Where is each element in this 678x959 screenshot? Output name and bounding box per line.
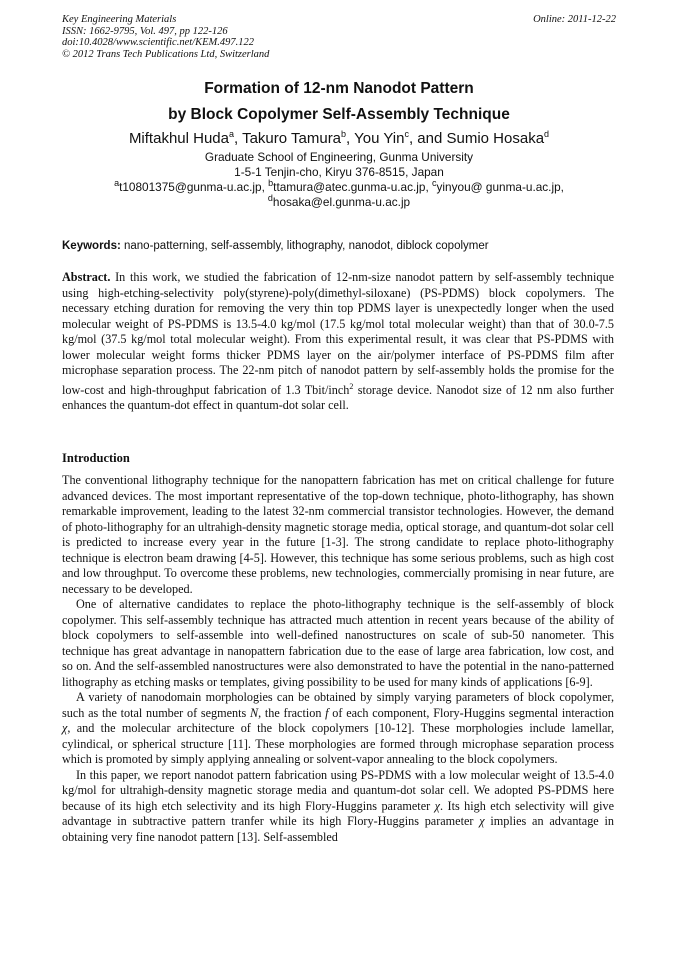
author-separator: , — [234, 130, 243, 147]
email-mark: b — [268, 178, 274, 189]
author-emails-line-1 — [0, 180, 678, 195]
author-affil-mark: c — [404, 129, 409, 139]
affiliation-school: Graduate School of Engineering, Gunma University — [204, 150, 474, 164]
author-affil-mark: b — [341, 129, 347, 139]
introduction-body — [62, 473, 614, 845]
abstract — [62, 270, 614, 414]
author-separator: , — [346, 130, 355, 147]
intro-paragraph-1: The conventional lithography technique for the nanopattern fabrication has met on critical challenge for future advanced devices. The most important representative of the top-down technique, photo-lithography, has shown remarkable improvement, leading to the latest 32-nm commercial transistor technologies. However, the demand of photo-lithography for an ultrahigh-density magnetic storage media, optical storage, and quantum-dot solar cell is predicted to increase every year in the future [1-3]. The strong candidate to replace photo-lithography technique is electron beam drawing [4-5]. However, this technique has some serious problems, such as high cost and low throughput. To overcome these problems, new technologies, commercially promising in near future, are necessary to be developed. — [62, 473, 615, 596]
intro-paragraph-3 — [62, 690, 614, 768]
paper-title-line-1: Formation of 12-nm Nanodot Pattern — [204, 80, 474, 97]
online-date: Online: 2011-12-22 — [533, 14, 616, 25]
symbol-chi: χ — [479, 814, 485, 828]
issn-line: ISSN: 1662-9795, Vol. 497, pp 122-126 — [62, 25, 228, 37]
text-run: , and the molecular architecture of the block copolymers [10-12]. These morphologies include lamellar, cylindical, or spherical structure [11]. These morphologies are formed through microphase separation process which is promoted by simply applying annealing or solvent-vapor annealing to the block copolymers. — [62, 721, 614, 766]
keywords-label: Keywords: — [62, 240, 121, 252]
text-run: implies an advantage in obtaining very fine nanodot pattern [13]. Self-assembled — [62, 814, 614, 844]
affiliation-address: 1-5-1 Tenjin-cho, Kiryu 376-8515, Japan — [234, 165, 444, 179]
symbol-chi: χ — [62, 721, 68, 735]
keywords-text: nano-patterning, self-assembly, lithography, nanodot, diblock copolymer — [120, 240, 489, 252]
email-link[interactable]: t10801375@gunma-u.ac.jp, — [119, 180, 269, 194]
text-run: A variety of nanodomain morphologies can be obtained by simply varying parameters of block copolymer, such as the total number of segments — [62, 690, 614, 720]
copyright-line: © 2012 Trans Tech Publications Ltd, Switzerland — [62, 48, 270, 60]
email-link[interactable]: yinyou@ gunma-u.ac.jp, — [436, 180, 564, 194]
email-link[interactable]: hosaka@el.gunma-u.ac.jp — [272, 195, 411, 209]
symbol-n: N — [249, 705, 259, 720]
author-name: Miftakhul Huda — [128, 130, 229, 147]
journal-name: Key Engineering Materials — [62, 14, 177, 25]
section-heading-introduction: Introduction — [62, 451, 130, 465]
email-link[interactable]: ttamura@atec.gunma-u.ac.jp, — [273, 180, 433, 194]
author-affil-mark: a — [229, 129, 235, 139]
abstract-text: In this work, we studied the fabrication of 12-nm-size nanodot pattern by self-assembly technique using high-etching-selectivity poly(styrene)-poly(dimethyl-siloxane) (PS-PDMS) block copolymers. The necessary etching duration for removing the very thin top PDMS layer is unexpectedly longer when the used molecular weight of PS-PDMS is 13.5-4.0 kg/mol (17.5 kg/mol total molecular weight) than that of 30.0-7.5 kg/mol (37.5 kg/mol total molecular weight). From this experimental result, it was clear that PS-PDMS with lower molecular weight forms thicker PDMS layer on the air/polymer interface of PS-PDMS film after microphase separation process. The 22-nm pitch of nanodot pattern by self-assembly holds the promise for the low-cost and high-throughput fabrication of 1.3 Tbit/inch — [62, 270, 614, 397]
text-run: In this paper, we report nanodot pattern fabrication using PS-PDMS with a low molecular weight of 13.5-4.0 kg/mol for ultrahigh-density magnetic storage media and quantum-dot solar cell. We adopted PS-PDMS here because of its high etch selectivity and its high Flory-Huggins parameter — [62, 767, 614, 813]
keywords — [62, 240, 616, 252]
author-name: You Yin — [354, 130, 405, 147]
doi-line: doi:10.4028/www.scientific.net/KEM.497.122 — [62, 37, 254, 48]
author-list — [0, 130, 678, 147]
symbol-chi: χ — [434, 798, 440, 813]
author-affil-mark: d — [544, 129, 550, 139]
email-mark: d — [267, 193, 273, 204]
text-run: . Its high etch selectivity will give advantage in subtractive pattern tranfer while its high Flory-Huggins parameter — [62, 798, 614, 828]
symbol-f: f — [325, 705, 329, 720]
text-run: , the fraction — [258, 705, 326, 720]
author-name: Sumio Hosaka — [446, 130, 545, 147]
author-separator: , and — [408, 130, 447, 147]
intro-paragraph-4 — [62, 768, 614, 846]
author-name: Takuro Tamura — [242, 130, 342, 147]
paper-title-line-2: by Block Copolymer Self-Assembly Technique — [168, 106, 510, 123]
email-mark: c — [432, 178, 437, 189]
intro-paragraph-2: One of alternative candidates to replace the photo-lithography technique is the self-assembly of block copolymer. This self-assembly technique has attracted much attention in recent years because of the ability of block copolymers to self-assemble into well-defined nanostructures on scale of sub-50 nanometer. This technique has great advantage in nanopattern fabrication due to the ease of large area fabrication, low cost, and so on. And the self-assembled nanostructures were also demonstrated to have the potential in the nano-patterned lithography as etching masks or templates, giving possibility to be used for many kinds of applications [6-9]. — [62, 597, 614, 689]
text-run: of each component, Flory-Huggins segmental interaction — [328, 705, 614, 720]
abstract-superscript: 2 — [349, 381, 354, 391]
abstract-label: Abstract. — [62, 270, 111, 284]
author-emails-line-2 — [0, 195, 678, 210]
abstract-text-end: storage device. Nanodot size of 12 nm also further enhances the quantum-dot effect in quantum-dot solar cell. — [62, 382, 614, 413]
email-mark: a — [114, 178, 120, 189]
journal-header — [62, 14, 616, 60]
